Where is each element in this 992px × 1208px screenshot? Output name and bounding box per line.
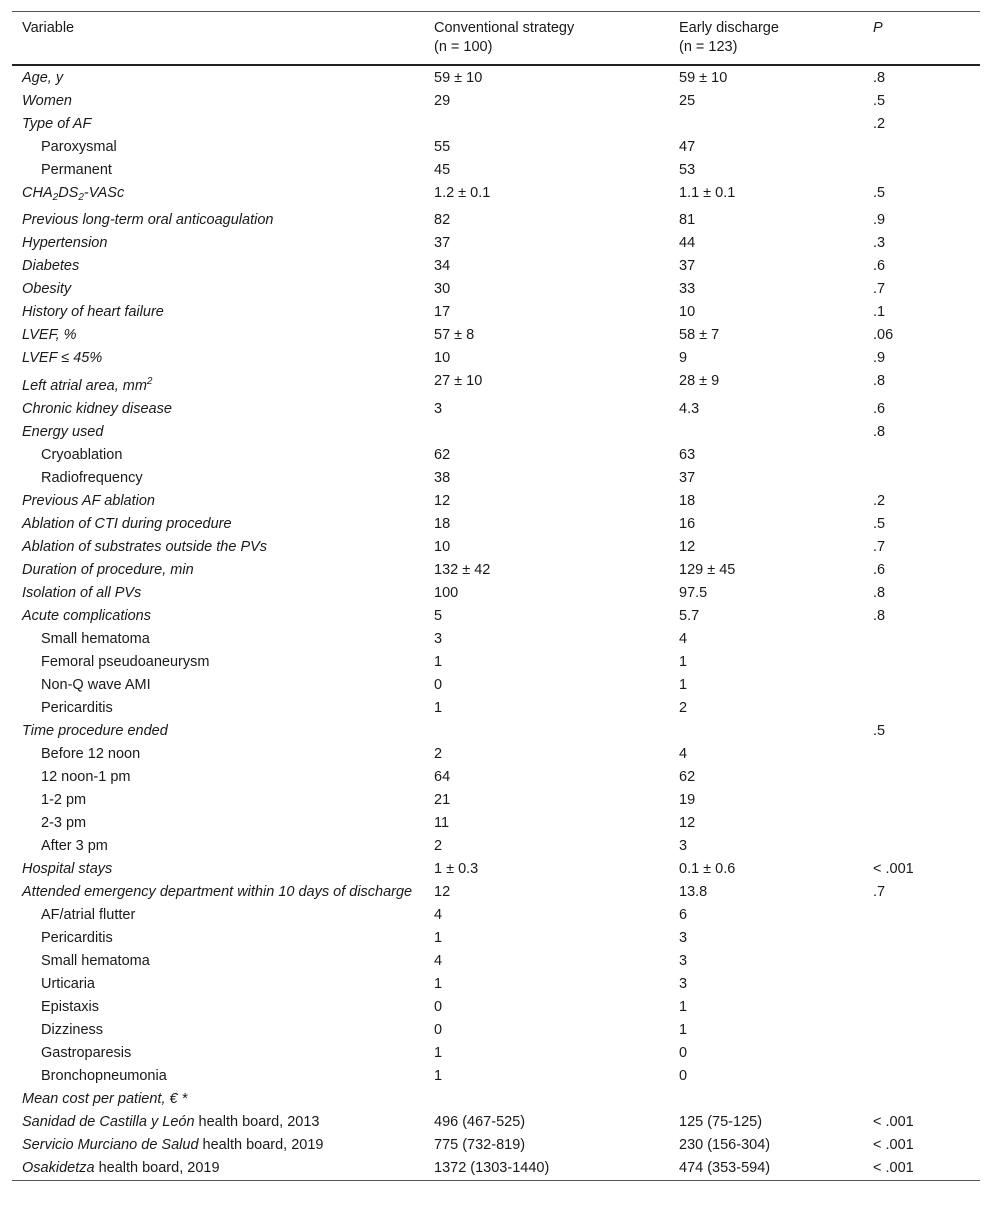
cell-p-value: .1 bbox=[873, 304, 886, 320]
cell-conventional bbox=[424, 421, 669, 444]
row-label: Diabetes bbox=[22, 258, 80, 274]
table-row bbox=[12, 324, 980, 347]
table-row bbox=[12, 927, 980, 950]
table-row bbox=[12, 1157, 980, 1181]
table-row bbox=[12, 674, 980, 697]
row-label: Hypertension bbox=[22, 235, 108, 251]
cell-conventional: 100 bbox=[434, 585, 459, 601]
cell-early-discharge: 3 bbox=[679, 930, 688, 946]
table-row bbox=[12, 1088, 980, 1111]
row-label: Small hematoma bbox=[41, 953, 150, 969]
cell-early-discharge bbox=[669, 1088, 863, 1111]
cell-p-value: .5 bbox=[873, 93, 886, 109]
table-row bbox=[12, 1111, 980, 1134]
row-label: Left atrial area, $mm^2$ bbox=[22, 376, 153, 394]
row-label: Femoral pseudoaneurysm bbox=[41, 654, 210, 670]
row-label: Duration of procedure, min bbox=[22, 562, 194, 578]
cell-p-value: .8 bbox=[873, 608, 886, 624]
header-early bbox=[669, 12, 863, 66]
table-row bbox=[12, 973, 980, 996]
cell-conventional: 27 ± 10 bbox=[434, 373, 483, 389]
row-label: Ablation of CTI during procedure bbox=[22, 516, 232, 532]
cell-early-discharge bbox=[669, 421, 863, 444]
cell-p-value bbox=[863, 904, 980, 927]
table-body bbox=[12, 65, 980, 1181]
cell-conventional: 1 bbox=[434, 1068, 443, 1084]
cell-early-discharge: 474 (353-594) bbox=[679, 1160, 771, 1176]
row-label: AF/atrial flutter bbox=[41, 907, 136, 923]
row-label: 12 noon-1 pm bbox=[41, 769, 131, 785]
cell-p-value: .6 bbox=[873, 401, 886, 417]
cell-p-value: .6 bbox=[873, 562, 886, 578]
cell-p-value bbox=[863, 1088, 980, 1111]
cell-conventional: 59 ± 10 bbox=[434, 70, 483, 86]
cell-early-discharge: 33 bbox=[679, 281, 696, 297]
cell-early-discharge: 13.8 bbox=[679, 884, 708, 900]
cell-conventional: 10 bbox=[434, 539, 451, 555]
cell-p-value: < .001 bbox=[873, 1114, 914, 1130]
cell-conventional: 12 bbox=[434, 884, 451, 900]
table-row bbox=[12, 904, 980, 927]
cell-conventional: 2 bbox=[434, 746, 443, 762]
table-row bbox=[12, 255, 980, 278]
cell-conventional: 3 bbox=[434, 631, 443, 647]
header-conventional-n: (n = 100) bbox=[434, 39, 493, 55]
row-label: Gastroparesis bbox=[41, 1045, 132, 1061]
cell-p-value: .9 bbox=[873, 350, 886, 366]
row-label: Paroxysmal bbox=[41, 139, 117, 155]
table-row bbox=[12, 996, 980, 1019]
row-label: Type of AF bbox=[22, 116, 92, 132]
row-label-italic: Osakidetza bbox=[22, 1160, 95, 1176]
cell-conventional: 132 ± 42 bbox=[434, 562, 491, 578]
cell-p-value bbox=[863, 950, 980, 973]
row-label: LVEF ≤ 45% bbox=[22, 350, 103, 366]
cell-p-value bbox=[863, 159, 980, 182]
cell-p-value bbox=[863, 674, 980, 697]
table-container bbox=[12, 11, 980, 1181]
cell-p-value bbox=[863, 1042, 980, 1065]
row-label: Permanent bbox=[41, 162, 112, 178]
cell-p-value bbox=[863, 651, 980, 674]
row-label: History of heart failure bbox=[22, 304, 164, 320]
cell-early-discharge: 28 ± 9 bbox=[679, 373, 720, 389]
cell-early-discharge: 1 bbox=[679, 1022, 688, 1038]
row-label: Cryoablation bbox=[41, 447, 123, 463]
cell-conventional: 29 bbox=[434, 93, 451, 109]
cell-p-value bbox=[863, 973, 980, 996]
cell-p-value: .2 bbox=[873, 116, 886, 132]
row-label: Radiofrequency bbox=[41, 470, 143, 486]
row-label: Sanidad de Castilla y León health board, 2013 bbox=[22, 1114, 320, 1130]
cell-conventional: 1 bbox=[434, 976, 443, 992]
row-label: Bronchopneumonia bbox=[41, 1068, 167, 1084]
baseline-characteristics-table bbox=[12, 11, 980, 1181]
table-row bbox=[12, 1042, 980, 1065]
cell-early-discharge: 3 bbox=[679, 838, 688, 854]
header-variable: Variable bbox=[22, 20, 75, 36]
cell-early-discharge: 0 bbox=[679, 1068, 688, 1084]
cell-early-discharge: 81 bbox=[679, 212, 696, 228]
table-row bbox=[12, 182, 980, 209]
cell-early-discharge: 18 bbox=[679, 493, 696, 509]
table-row bbox=[12, 159, 980, 182]
cell-early-discharge: 1.1 ± 0.1 bbox=[679, 185, 736, 201]
row-label: Servicio Murciano de Salud health board, 2019 bbox=[22, 1137, 324, 1153]
row-label: Ablation of substrates outside the PVs bbox=[22, 539, 268, 555]
table-row bbox=[12, 232, 980, 255]
cell-conventional: 496 (467-525) bbox=[434, 1114, 526, 1130]
cell-p-value bbox=[863, 1019, 980, 1042]
cell-conventional: 4 bbox=[434, 953, 443, 969]
cell-conventional: 1.2 ± 0.1 bbox=[434, 185, 491, 201]
table-row bbox=[12, 398, 980, 421]
table-row bbox=[12, 881, 980, 904]
cell-early-discharge: 6 bbox=[679, 907, 688, 923]
header-conventional bbox=[424, 12, 669, 66]
row-label: Mean cost per patient, € * bbox=[22, 1091, 188, 1107]
table-row bbox=[12, 113, 980, 136]
table-row bbox=[12, 421, 980, 444]
row-label: Pericarditis bbox=[41, 700, 113, 716]
header-p: P bbox=[873, 20, 883, 36]
table-row bbox=[12, 743, 980, 766]
cell-early-discharge: 25 bbox=[679, 93, 696, 109]
cell-early-discharge: 62 bbox=[679, 769, 696, 785]
cell-early-discharge: 58 ± 7 bbox=[679, 327, 720, 343]
cell-conventional: 2 bbox=[434, 838, 443, 854]
cell-conventional: 38 bbox=[434, 470, 451, 486]
cell-early-discharge: 4.3 bbox=[679, 401, 700, 417]
table-row bbox=[12, 209, 980, 232]
row-label: Women bbox=[22, 93, 72, 109]
cell-early-discharge: 4 bbox=[679, 631, 688, 647]
row-label: Hospital stays bbox=[22, 861, 113, 877]
cell-early-discharge: 1 bbox=[679, 677, 688, 693]
row-label: Attended emergency department within 10 days of discharge bbox=[22, 884, 413, 900]
row-label: LVEF, % bbox=[22, 327, 77, 343]
cell-early-discharge: 0.1 ± 0.6 bbox=[679, 861, 736, 877]
cell-conventional: 82 bbox=[434, 212, 451, 228]
table-row bbox=[12, 950, 980, 973]
row-label: 2-3 pm bbox=[41, 815, 87, 831]
cell-early-discharge: 12 bbox=[679, 815, 696, 831]
cell-p-value: .9 bbox=[873, 212, 886, 228]
cell-early-discharge: 19 bbox=[679, 792, 696, 808]
row-label: Non-Q wave AMI bbox=[41, 677, 151, 693]
row-label: Obesity bbox=[22, 281, 72, 297]
cell-p-value: .3 bbox=[873, 235, 886, 251]
cell-p-value: .2 bbox=[873, 493, 886, 509]
cell-p-value bbox=[863, 996, 980, 1019]
table-row bbox=[12, 858, 980, 881]
cell-conventional bbox=[424, 720, 669, 743]
row-label: After 3 pm bbox=[41, 838, 108, 854]
cell-p-value bbox=[863, 835, 980, 858]
cell-conventional: 1 bbox=[434, 654, 443, 670]
table-row bbox=[12, 490, 980, 513]
header-conventional-label: Conventional strategy bbox=[434, 20, 575, 36]
cell-p-value: .06 bbox=[873, 327, 894, 343]
row-label-italic: Servicio Murciano de Salud bbox=[22, 1137, 199, 1153]
cell-p-value: .5 bbox=[873, 723, 886, 739]
row-label: Before 12 noon bbox=[41, 746, 141, 762]
cell-conventional: 0 bbox=[434, 999, 443, 1015]
cell-early-discharge: 125 (75-125) bbox=[679, 1114, 763, 1130]
cell-conventional: 0 bbox=[434, 1022, 443, 1038]
cell-conventional: 37 bbox=[434, 235, 451, 251]
cell-conventional: 62 bbox=[434, 447, 451, 463]
cell-conventional: 0 bbox=[434, 677, 443, 693]
cell-p-value: .7 bbox=[873, 539, 886, 555]
row-label: Isolation of all PVs bbox=[22, 585, 142, 601]
row-label: 1-2 pm bbox=[41, 792, 87, 808]
row-label: Energy used bbox=[22, 424, 104, 440]
cell-conventional: 45 bbox=[434, 162, 451, 178]
table-row bbox=[12, 697, 980, 720]
cell-conventional: 5 bbox=[434, 608, 443, 624]
cell-early-discharge: 1 bbox=[679, 999, 688, 1015]
cell-p-value: .5 bbox=[873, 185, 886, 201]
cell-p-value bbox=[863, 743, 980, 766]
table-row bbox=[12, 559, 980, 582]
row-label-italic: Sanidad de Castilla y León bbox=[22, 1114, 195, 1130]
cell-conventional: 57 ± 8 bbox=[434, 327, 475, 343]
table-row bbox=[12, 812, 980, 835]
cell-p-value bbox=[863, 812, 980, 835]
cell-conventional: 21 bbox=[434, 792, 451, 808]
row-label: Previous long-term oral anticoagulation bbox=[22, 212, 274, 228]
cell-p-value: .8 bbox=[873, 424, 886, 440]
cell-conventional: 775 (732-819) bbox=[434, 1137, 526, 1153]
cell-p-value bbox=[863, 444, 980, 467]
cell-conventional: 11 bbox=[434, 815, 450, 831]
cell-early-discharge: 3 bbox=[679, 976, 688, 992]
cell-early-discharge: 63 bbox=[679, 447, 696, 463]
cell-early-discharge: 0 bbox=[679, 1045, 688, 1061]
row-label: Chronic kidney disease bbox=[22, 401, 172, 417]
cell-early-discharge: 129 ± 45 bbox=[679, 562, 736, 578]
cell-p-value bbox=[863, 927, 980, 950]
cell-p-value bbox=[863, 697, 980, 720]
row-label: Acute complications bbox=[22, 608, 151, 624]
row-label: Time procedure ended bbox=[22, 723, 168, 739]
table-row bbox=[12, 444, 980, 467]
cell-p-value bbox=[863, 136, 980, 159]
cell-early-discharge: 12 bbox=[679, 539, 696, 555]
cell-early-discharge: 10 bbox=[679, 304, 696, 320]
cell-conventional bbox=[424, 1088, 669, 1111]
cell-conventional: 10 bbox=[434, 350, 451, 366]
cell-conventional: 1 bbox=[434, 930, 443, 946]
table-row bbox=[12, 1134, 980, 1157]
table-row bbox=[12, 278, 980, 301]
cell-p-value bbox=[863, 467, 980, 490]
cell-conventional: 55 bbox=[434, 139, 451, 155]
cell-early-discharge: 59 ± 10 bbox=[679, 70, 728, 86]
cell-conventional: 1 bbox=[434, 700, 443, 716]
table-row bbox=[12, 536, 980, 559]
row-label: Small hematoma bbox=[41, 631, 150, 647]
table-row bbox=[12, 90, 980, 113]
table-row bbox=[12, 789, 980, 812]
cell-early-discharge: 1 bbox=[679, 654, 688, 670]
table-header-row bbox=[12, 12, 980, 66]
cell-early-discharge: 44 bbox=[679, 235, 696, 251]
cell-conventional: 1 bbox=[434, 1045, 443, 1061]
table-row bbox=[12, 651, 980, 674]
cell-conventional: 3 bbox=[434, 401, 443, 417]
table-row bbox=[12, 720, 980, 743]
cell-conventional: 18 bbox=[434, 516, 451, 532]
cell-early-discharge: 37 bbox=[679, 258, 696, 274]
cell-early-discharge: 4 bbox=[679, 746, 688, 762]
cell-early-discharge: 9 bbox=[679, 350, 688, 366]
cell-early-discharge: 47 bbox=[679, 139, 696, 155]
header-early-label: Early discharge bbox=[679, 20, 779, 36]
cell-p-value: .7 bbox=[873, 884, 886, 900]
cell-p-value: < .001 bbox=[873, 1160, 914, 1176]
row-label: Osakidetza health board, 2019 bbox=[22, 1160, 220, 1176]
cell-p-value: .6 bbox=[873, 258, 886, 274]
cell-early-discharge: 37 bbox=[679, 470, 696, 486]
cell-conventional: 12 bbox=[434, 493, 451, 509]
table-row bbox=[12, 513, 980, 536]
cell-p-value: .5 bbox=[873, 516, 886, 532]
row-label: Previous AF ablation bbox=[22, 493, 155, 509]
cell-early-discharge: 5.7 bbox=[679, 608, 700, 624]
cell-early-discharge: 230 (156-304) bbox=[679, 1137, 771, 1153]
cell-p-value bbox=[863, 1065, 980, 1088]
table-row bbox=[12, 582, 980, 605]
table-row bbox=[12, 835, 980, 858]
table-row bbox=[12, 1065, 980, 1088]
header-early-n: (n = 123) bbox=[679, 39, 738, 55]
cell-p-value bbox=[863, 766, 980, 789]
table-row bbox=[12, 766, 980, 789]
cell-p-value: .8 bbox=[873, 373, 886, 389]
table-row bbox=[12, 347, 980, 370]
table-row bbox=[12, 301, 980, 324]
table-row bbox=[12, 605, 980, 628]
cell-p-value bbox=[863, 628, 980, 651]
cell-conventional: 34 bbox=[434, 258, 451, 274]
cell-p-value: .8 bbox=[873, 70, 886, 86]
cell-early-discharge: 16 bbox=[679, 516, 696, 532]
cell-conventional: 64 bbox=[434, 769, 451, 785]
cell-early-discharge: 97.5 bbox=[679, 585, 708, 601]
cell-p-value: .7 bbox=[873, 281, 886, 297]
table-row bbox=[12, 628, 980, 651]
row-label: Dizziness bbox=[41, 1022, 104, 1038]
cell-conventional bbox=[424, 113, 669, 136]
row-label: Urticaria bbox=[41, 976, 95, 992]
row-label: $CHA_2DS_2$-VASc bbox=[22, 185, 125, 203]
cell-early-discharge bbox=[669, 720, 863, 743]
cell-conventional: 30 bbox=[434, 281, 451, 297]
table-row bbox=[12, 370, 980, 398]
table-row bbox=[12, 136, 980, 159]
cell-conventional: 1372 (1303-1440) bbox=[434, 1160, 550, 1176]
row-label: Age, y bbox=[22, 70, 64, 86]
cell-conventional: 4 bbox=[434, 907, 443, 923]
cell-conventional: 1 ± 0.3 bbox=[434, 861, 479, 877]
cell-p-value: < .001 bbox=[873, 1137, 914, 1153]
cell-p-value bbox=[863, 789, 980, 812]
cell-early-discharge: 2 bbox=[679, 700, 688, 716]
cell-conventional: 17 bbox=[434, 304, 451, 320]
table-row bbox=[12, 467, 980, 490]
cell-early-discharge bbox=[669, 113, 863, 136]
cell-early-discharge: 3 bbox=[679, 953, 688, 969]
row-label: Pericarditis bbox=[41, 930, 113, 946]
cell-p-value: .8 bbox=[873, 585, 886, 601]
row-label: Epistaxis bbox=[41, 999, 100, 1015]
cell-early-discharge: 53 bbox=[679, 162, 696, 178]
table-row bbox=[12, 65, 980, 90]
table-row bbox=[12, 1019, 980, 1042]
cell-p-value: < .001 bbox=[873, 861, 914, 877]
